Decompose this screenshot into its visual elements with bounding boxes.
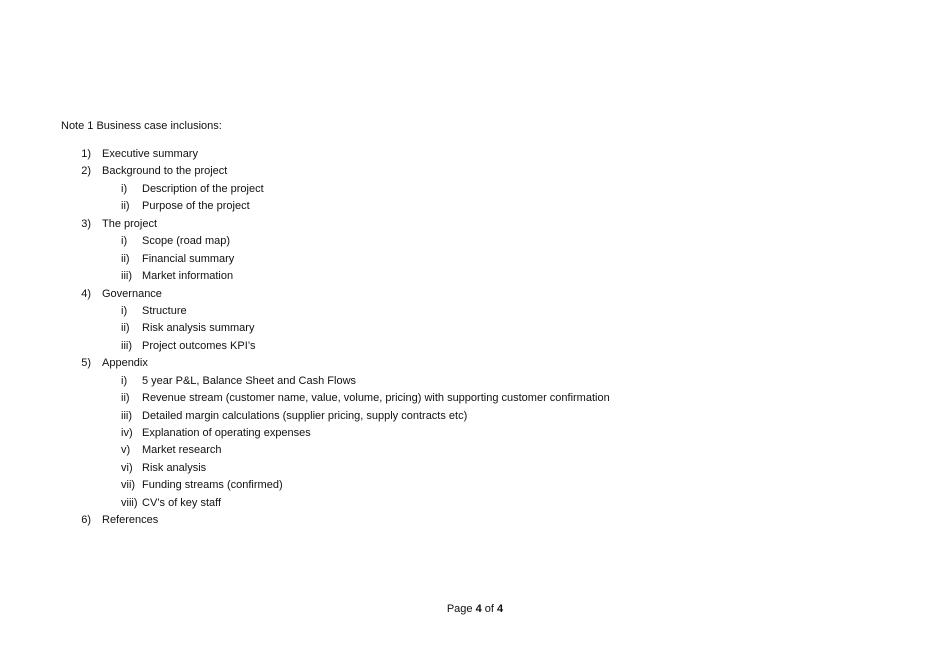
list-item-text: Market information — [142, 270, 234, 283]
outline-subitem — [0, 478, 900, 495]
outline-subitem — [0, 443, 900, 460]
list-marker: ii) — [121, 200, 130, 213]
outline-subitem — [0, 304, 900, 321]
page-footer — [0, 602, 950, 616]
list-item-text: Purpose of the project — [142, 200, 250, 213]
outline-subitem — [0, 374, 900, 391]
list-item-text: Market research — [142, 444, 222, 457]
list-marker: iv) — [121, 427, 133, 439]
list-item-text: Financial summary — [142, 252, 235, 265]
outline-subitem — [0, 321, 900, 338]
list-item-text: Risk analysis — [142, 461, 207, 474]
outline-subitem — [0, 182, 900, 199]
list-marker: ii) — [121, 252, 130, 265]
list-marker: vii) — [121, 479, 136, 492]
list-marker: vi) — [121, 461, 133, 474]
list-item-text: Structure — [142, 304, 187, 317]
outline-section — [0, 164, 900, 181]
outline-subitem — [0, 269, 900, 286]
outline-section — [0, 287, 900, 304]
list-marker: v) — [121, 444, 131, 457]
list-marker: 4) — [81, 287, 91, 300]
list-item-text: Governance — [102, 287, 162, 300]
outline-section — [0, 217, 900, 234]
of-label: of — [484, 603, 494, 615]
total-pages-number: 4 — [497, 603, 504, 615]
list-item-text: Appendix — [102, 357, 148, 370]
outline-subitem — [0, 252, 900, 269]
list-item-text: Funding streams (confirmed) — [142, 479, 283, 492]
list-item-text: Risk analysis summary — [142, 322, 255, 335]
outline-subitem — [0, 199, 900, 216]
list-item-text: Executive summary — [102, 148, 198, 160]
list-item-text: Project outcomes KPI’s — [142, 339, 256, 352]
list-marker: 3) — [81, 217, 91, 230]
list-marker: ii) — [121, 392, 130, 405]
list-marker: iii) — [121, 409, 132, 422]
outline-subitem — [0, 234, 900, 251]
outline-subitem — [0, 496, 900, 513]
outline-subitem — [0, 426, 900, 443]
outline-subitem — [0, 409, 900, 426]
list-item-text: Background to the project — [102, 165, 228, 178]
note-heading: Note 1 Business case inclusions: — [61, 120, 222, 132]
list-marker: iii) — [121, 270, 132, 283]
list-marker: viii) — [121, 496, 138, 509]
list-marker: 2) — [81, 165, 91, 178]
list-marker: 5) — [81, 357, 91, 370]
outline-section — [0, 513, 900, 530]
list-marker: ii) — [121, 322, 130, 335]
outline-section — [0, 356, 900, 373]
list-item-text: Description of the project — [142, 182, 264, 195]
business-case-outline — [0, 147, 900, 531]
list-marker: i) — [121, 182, 128, 195]
list-marker: i) — [121, 374, 128, 387]
outline-section — [0, 147, 900, 164]
list-item-text: Explanation of operating expenses — [142, 427, 311, 439]
list-item-text: Revenue stream (customer name, value, volume, pricing) with supporting customer confirmation — [142, 392, 610, 405]
page-label: Page — [446, 603, 473, 615]
current-page-number: 4 — [475, 603, 482, 615]
list-marker: iii) — [121, 339, 132, 352]
list-item-text: References — [102, 514, 159, 527]
list-marker: i) — [121, 235, 128, 248]
list-item-text: 5 year P&L, Balance Sheet and Cash Flows — [142, 374, 357, 387]
list-marker: 6) — [81, 514, 91, 527]
list-marker: i) — [121, 304, 128, 317]
outline-subitem — [0, 339, 900, 356]
list-item-text: Detailed margin calculations (supplier pricing, supply contracts etc) — [142, 409, 468, 422]
outline-subitem — [0, 391, 900, 408]
list-item-text: CV’s of key staff — [142, 496, 222, 509]
outline-subitem — [0, 461, 900, 478]
list-item-text: The project — [102, 217, 158, 230]
list-marker: 1) — [81, 148, 91, 160]
list-item-text: Scope (road map) — [142, 235, 231, 248]
